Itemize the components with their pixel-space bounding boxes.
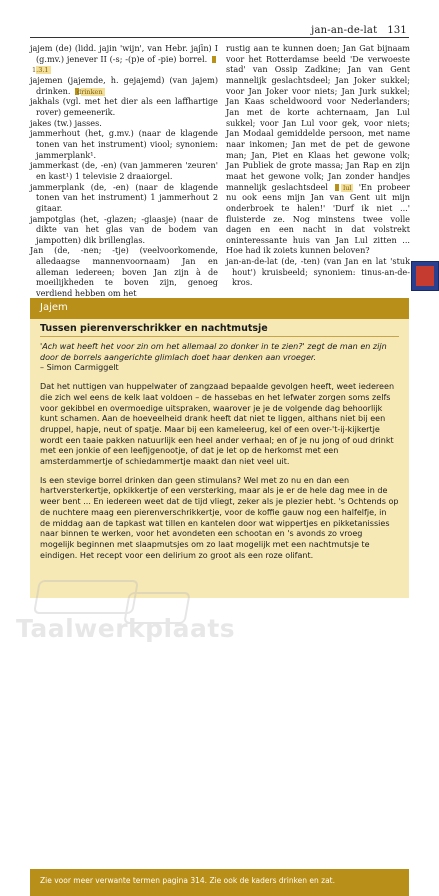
entry-jampotglas: jampotglas (het, -glazen; -glaasje) (naar de dikte van het glas van de bodem van jampotten) dik brillenglas.: [30, 213, 218, 245]
box-footer: Zie voor meer verwante termen pagina 314. Zie ook de kaders drinken en zat.: [30, 869, 409, 896]
entry-jakhals: jakhals (vgl. met het dier als een laffhartige rover) gemeenerik.: [30, 96, 218, 117]
box-ref-lul: lul: [343, 183, 352, 192]
marker-icon: [212, 56, 216, 63]
watermark-shape: [33, 580, 139, 614]
example-quote: 'En probeer nu ook eens mijn Jan van Gent uit mijn onderbroek te halen!' 'Durf ik niet ...' fluisterde ze. Nog minstens twee volle dagen en een nacht in dat volstrekt oninteressante huis van Jan Lul zitten ... Hoe had ik zoiets kunnen beloven?: [226, 181, 410, 256]
running-title: jan-an-de-lat: [311, 25, 378, 36]
entry-jan: Jan (de, -nen; -tje) (veelvoorkomende, alledaagse mannenvoornaam) Jan en alleman iedereen; boven Jan zijn à de moeilijkheden te boven zijn, genoeg verdiend hebben om het: [30, 245, 218, 299]
quote-author: – Simon Carmiggelt: [40, 363, 119, 373]
box-title-rule: [40, 336, 399, 337]
entry-jan-continued: rustig aan te kunnen doen; Jan Gat bijnaam voor het Rotterdamse beeld 'De verwoeste stad' van Ossip Zadkine; Jan van Gent mannelijk geslachtsdeel; Jan Joker sukkel; voor Jan Joker voor niets; Jan Jurk sukkel; Jan Kaas scheldwoord voor Nederlanders; Jan met de korte achternaam, Jan Lul sukkel; voor Jan Lul voor gek, voor niets; Jan Modaal gemiddelde persoon, met name naar inkomen; Jan met de pet de gewone man; Jan, Piet en Klaas het gewone volk; Jan Publiek de grote massa; Jan Rap en zijn maat het gewone volk; Jan zonder handjes mannelijk geslachtsdeel lul 'En probeer nu ook eens mijn Jan van Gent uit mijn onderbroek te halen!' 'Durf ik niet ...' fluisterde ze. Nog minstens twee volle dagen en een nacht in dat volstrekt oninteressante huis van Jan Lul zitten ... Hoe had ik zoiets kunnen beloven?: [226, 43, 410, 256]
publisher-logo-icon: [411, 261, 439, 291]
box-paragraph-1: Dat het nuttigen van huppelwater of zangzaad bepaalde gevolgen heeft, weet iedereen die zich wel eens de kelk laat voldoen – de hassebas en het lefwater zorgen soms zelfs voor gekibbel en overmoedige uitspraken, waarover je je de volgende dag behoorlijk kunt schamen. Aan de hoeveelheid drank heeft dat niet te liggen, althans niet bij een druppel, hapje, neut of spatje. Maar bij een kameleerug, kel of een over-'t-ij-kijkertje wordt een taaie pakken natuurlijk een heel ander verhaal; en of je nu jong of oud drinkt met een jonkie of een leefijgenootje, of dat je let op de herkomst met een amsterdammertje of schiedammertje maakt dan niet veel uit.: [40, 382, 395, 467]
entry-jammerplank: jammerplank (de, -en) (naar de klagende tonen van het instrument) 1 jammerhout 2 gitaar.: [30, 181, 218, 213]
entry-jakes: jakes (tw.) jasses.: [30, 117, 102, 128]
entry-jajem: jajem (de) (lidd. jajin 'wijn', van Hebr. jajīn) I (g.mv.) jenever II (-s; -(p)e of -pie) borrel. 1.3.1: [30, 43, 218, 75]
entry-jan-an-de-lat: jan-an-de-lat (de, -ten) (van Jan en lat 'stuk hout') kruisbeeld; synoniem: tinus-an-de-kros.: [226, 256, 410, 288]
box-body: [40, 342, 399, 569]
page-number: 131: [387, 25, 407, 36]
entry-jammerkast: jammerkast (de, -en) (van jammeren 'zeuren' en kast¹) 1 televisie 2 draaiorgel.: [30, 160, 218, 181]
box-paragraph-2: Is een stevige borrel drinken dan geen stimulans? Wel met zo nu en dan een hartversterkertje, opkikkertje of een versterking, maar als je er de hele dag mee in de weer bent ... En iedereen weet dat de tijd vliegt, zeker als je plezier hebt. 's Ochtends op de nuchtere maag een pierenverschrikkertje, voor de koffie gauw nog een halfelfje, in de middag aan de tapkast wat tillen en kantelen door wat wippertjes en pikketanissies naar binnen te werken, voor het avondeten een schootan en 's avonds zo vroeg mogelijk beginnen met slaapmutsjes om zo laat mogelijk met een nachtmutsje te eindigen. Het recept voor een delirium zo groot als een roze olifant.: [40, 475, 399, 560]
watermark: [8, 580, 308, 660]
entry-jammerhout: jammerhout (het, g.mv.) (naar de klagende tonen van het instrument) viool; synoniem: jammerplank¹.: [30, 128, 218, 160]
box-ref-drinken: drinken: [77, 87, 103, 96]
box-quote: 'Ach wat heeft het voor zin om het allemaal zo donker in te zien?' zegt de man en zijn door de borrels aangerichte glimlach doet haar denken aan vroeger. – Simon Carmiggelt: [40, 342, 387, 373]
running-header: [311, 25, 407, 36]
header-rule: [30, 37, 409, 38]
left-column: [30, 43, 218, 299]
box-title: Tussen pierenverschrikker en nachtmutsje: [40, 323, 268, 334]
box-header: Jajem: [30, 298, 409, 319]
watermark-text: Taalwerkplaats: [16, 614, 236, 643]
entry-jajemen: jajemen (jajemde, h. gejajemd) (van jajem) drinken. drinken: [30, 74, 218, 96]
page-ref: 1.3.1: [32, 66, 49, 75]
marker-icon: [335, 184, 339, 191]
right-column: [226, 43, 410, 288]
page-header: [0, 0, 439, 42]
